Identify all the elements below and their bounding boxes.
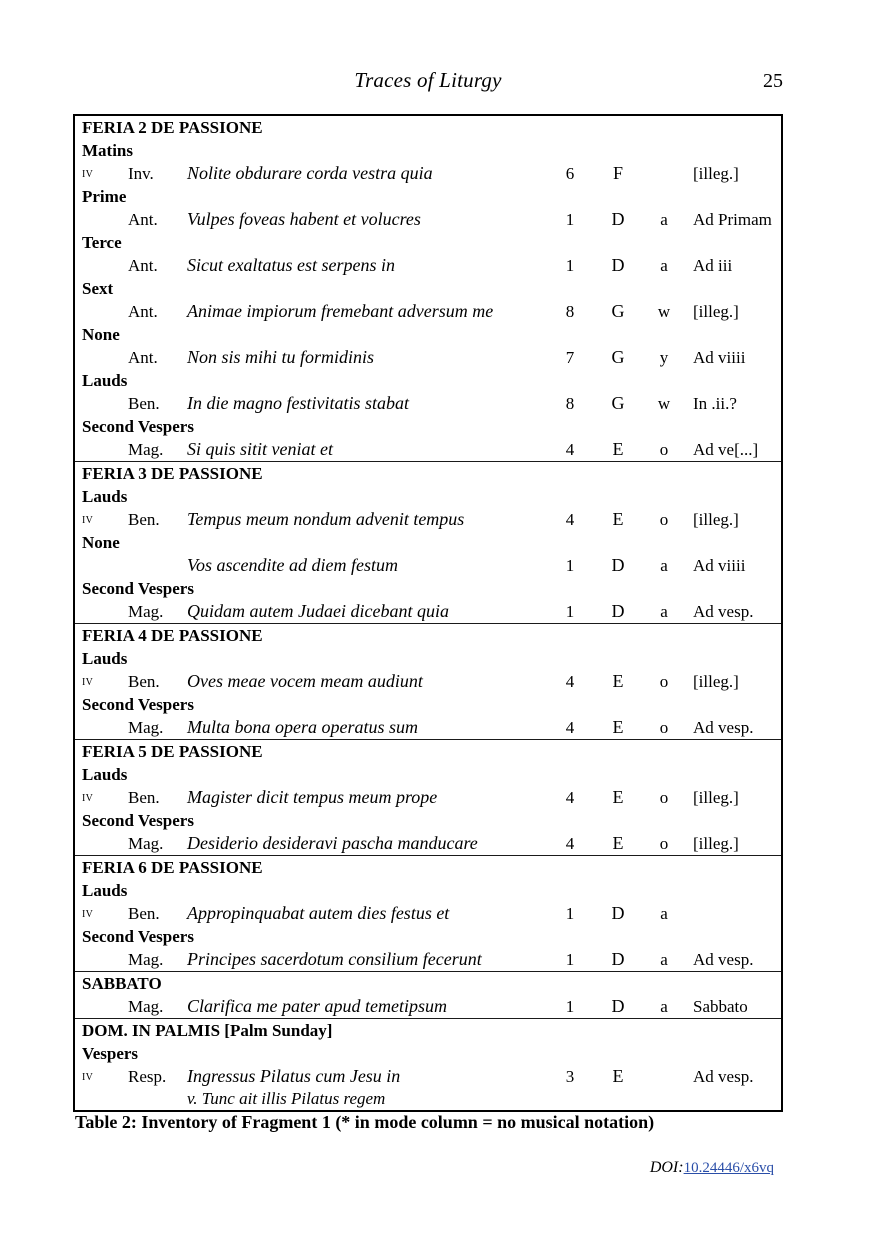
table-row (75, 185, 781, 208)
office-heading: Second Vespers (82, 695, 194, 714)
rank-cell: iv (82, 166, 94, 181)
table-row (75, 716, 781, 739)
running-head-title: Traces of Liturgy (354, 68, 502, 92)
table-row (75, 300, 781, 323)
note-cell: Ad viiii (693, 348, 746, 367)
table-row (75, 392, 781, 415)
table-row (75, 1042, 781, 1065)
mode-cell: 1 (565, 904, 575, 923)
genre-cell: Ant. (128, 256, 158, 275)
office-heading: None (82, 533, 120, 552)
office-heading: Lauds (82, 765, 128, 784)
incipit-cell: Quidam autem Judaei dicebant quia (187, 601, 449, 621)
differentia-cell: a (660, 556, 668, 575)
office-heading: Second Vespers (82, 927, 194, 946)
genre-cell: Ben. (128, 672, 160, 691)
genre-cell: Ant. (128, 348, 158, 367)
office-heading: Second Vespers (82, 579, 194, 598)
incipit-cell: Sicut exaltatus est serpens in (187, 255, 395, 275)
final-cell: E (612, 1066, 624, 1086)
note-cell: [illeg.] (693, 672, 739, 691)
note-cell: [illeg.] (693, 164, 739, 183)
differentia-cell: o (659, 834, 669, 853)
office-heading: Prime (82, 187, 127, 206)
table-row (75, 693, 781, 716)
differentia-cell: a (660, 602, 668, 621)
office-heading: Second Vespers (82, 417, 194, 436)
table-row (75, 462, 781, 485)
genre-cell: Mag. (128, 997, 164, 1016)
genre-cell: Ben. (128, 394, 160, 413)
genre-cell: Ben. (128, 510, 160, 529)
differentia-cell: w (657, 394, 671, 413)
feast-heading: FERIA 2 DE PASSIONE (82, 118, 263, 137)
mode-cell: 4 (565, 718, 575, 737)
table-row (75, 925, 781, 948)
inventory-table (73, 114, 783, 1112)
table-row (75, 600, 781, 623)
incipit-cell: Magister dicit tempus meum prope (187, 787, 438, 807)
final-cell: D (611, 601, 625, 621)
table-row (75, 740, 781, 763)
table-row (75, 1065, 781, 1110)
note-cell: In .ii.? (693, 394, 737, 413)
incipit-cell: Clarifica me pater apud temetipsum (187, 996, 447, 1016)
final-cell: D (611, 255, 625, 275)
incipit-cell: Multa bona opera operatus sum (187, 717, 418, 737)
mode-cell: 1 (565, 210, 575, 229)
table-row (75, 809, 781, 832)
table-row (75, 208, 781, 231)
table-block (75, 461, 781, 623)
differentia-cell: a (660, 210, 668, 229)
table-row (75, 972, 781, 995)
genre-cell: Resp. (128, 1067, 167, 1086)
genre-cell: Inv. (128, 164, 154, 183)
mode-cell: 4 (565, 510, 575, 529)
office-heading: Terce (82, 233, 122, 252)
incipit-cell: Vulpes foveas habent et volucres (187, 209, 421, 229)
genre-cell: Mag. (128, 602, 164, 621)
differentia-cell: a (660, 997, 668, 1016)
table-row (75, 856, 781, 879)
table-caption: Table 2: Inventory of Fragment 1 (* in mode column = no musical notation) (75, 1112, 655, 1132)
genre-cell: Mag. (128, 834, 164, 853)
differentia-cell: w (657, 302, 671, 321)
office-heading: Lauds (82, 881, 128, 900)
doi-line (650, 1159, 774, 1177)
rank-cell: iv (82, 1069, 94, 1084)
office-heading: Vespers (82, 1044, 139, 1063)
rank-cell: iv (82, 512, 94, 527)
table-row (75, 647, 781, 670)
final-cell: F (612, 163, 623, 183)
table-row (75, 162, 781, 185)
note-cell: Ad ve[...] (693, 440, 759, 459)
note-cell: Ad vesp. (693, 602, 754, 621)
table-row (75, 902, 781, 925)
table-row (75, 624, 781, 647)
incipit-cell: In die magno festivitatis stabat (187, 393, 409, 413)
final-cell: E (612, 833, 624, 853)
table-row (75, 346, 781, 369)
verse-cell: v. Tunc ait illis Pilatus regem (187, 1089, 386, 1108)
table-row (75, 369, 781, 392)
feast-heading: SABBATO (82, 974, 162, 993)
differentia-cell: a (660, 904, 668, 923)
mode-cell: 1 (565, 602, 575, 621)
table-row (75, 786, 781, 809)
table-row (75, 531, 781, 554)
table-row (75, 254, 781, 277)
note-cell: [illeg.] (693, 834, 739, 853)
table-block (75, 971, 781, 1018)
mode-cell: 1 (565, 556, 575, 575)
office-heading: Sext (82, 279, 114, 298)
final-cell: E (612, 717, 624, 737)
differentia-cell: a (660, 256, 668, 275)
doi-link[interactable]: 10.24446/x6vq (683, 1160, 774, 1176)
differentia-cell: y (659, 348, 669, 367)
feast-heading: FERIA 4 DE PASSIONE (82, 626, 263, 645)
differentia-cell: o (659, 788, 669, 807)
final-cell: E (612, 439, 624, 459)
final-cell: E (612, 509, 624, 529)
differentia-cell: o (659, 718, 669, 737)
genre-cell: Mag. (128, 440, 164, 459)
table-row (75, 995, 781, 1018)
table-row (75, 763, 781, 786)
table-row (75, 670, 781, 693)
doi-label: DOI: (649, 1159, 684, 1176)
incipit-cell: Si quis sitit veniat et (187, 439, 333, 459)
note-cell: [illeg.] (693, 788, 739, 807)
table-row (75, 879, 781, 902)
final-cell: G (611, 301, 625, 321)
office-heading: Matins (82, 141, 133, 160)
table-block (75, 116, 781, 461)
rank-cell: iv (82, 906, 94, 921)
office-heading: Lauds (82, 371, 128, 390)
incipit-cell: Oves meae vocem meam audiunt (187, 671, 423, 691)
table-block (75, 623, 781, 739)
table-block (75, 739, 781, 855)
mode-cell: 1 (565, 997, 575, 1016)
genre-cell: Ant. (128, 302, 158, 321)
differentia-cell: o (659, 510, 669, 529)
table-block (75, 1018, 781, 1110)
note-cell: Ad vesp. (693, 1067, 754, 1086)
office-heading: Lauds (82, 487, 128, 506)
genre-cell: Ben. (128, 904, 160, 923)
table-row (75, 1019, 781, 1042)
rank-cell: iv (82, 674, 94, 689)
final-cell: D (611, 209, 625, 229)
final-cell: D (611, 949, 625, 969)
incipit-cell: Vos ascendite ad diem festum (187, 555, 398, 575)
table-row (75, 116, 781, 139)
incipit-cell: Principes sacerdotum consilium fecerunt (187, 949, 482, 969)
table-row (75, 485, 781, 508)
differentia-cell: o (659, 672, 669, 691)
table-row (75, 554, 781, 577)
office-heading: Second Vespers (82, 811, 194, 830)
note-cell: [illeg.] (693, 302, 739, 321)
mode-cell: 3 (565, 1067, 575, 1086)
note-cell: [illeg.] (693, 510, 739, 529)
note-cell: Sabbato (693, 997, 748, 1016)
table-row (75, 277, 781, 300)
genre-cell: Ben. (128, 788, 160, 807)
note-cell: Ad iii (693, 256, 733, 275)
final-cell: E (612, 671, 624, 691)
mode-cell: 4 (565, 788, 575, 807)
note-cell: Ad vesp. (693, 718, 754, 737)
differentia-cell: o (659, 440, 669, 459)
table-row (75, 231, 781, 254)
genre-cell: Mag. (128, 718, 164, 737)
genre-cell: Ant. (128, 210, 158, 229)
table-block (75, 855, 781, 971)
final-cell: E (612, 787, 624, 807)
feast-heading: FERIA 5 DE PASSIONE (82, 742, 263, 761)
page-number: 25 (763, 70, 783, 92)
note-cell: Ad Primam (693, 210, 772, 229)
note-cell: Ad viiii (693, 556, 746, 575)
incipit-cell: Nolite obdurare corda vestra quia (187, 163, 433, 183)
final-cell: D (611, 555, 625, 575)
running-head (73, 68, 783, 100)
note-cell: Ad vesp. (693, 950, 754, 969)
final-cell: D (611, 903, 625, 923)
table-row (75, 577, 781, 600)
incipit-cell: Tempus meum nondum advenit tempus (187, 509, 465, 529)
office-heading: None (82, 325, 120, 344)
feast-heading: FERIA 6 DE PASSIONE (82, 858, 263, 877)
office-heading: Lauds (82, 649, 128, 668)
rank-cell: iv (82, 790, 94, 805)
mode-cell: 6 (565, 164, 575, 183)
table-row (75, 415, 781, 438)
mode-cell: 1 (565, 950, 575, 969)
table-row (75, 139, 781, 162)
incipit-cell: Desiderio desideravi pascha manducare (187, 833, 478, 853)
mode-cell: 4 (565, 440, 575, 459)
mode-cell: 8 (565, 302, 575, 321)
final-cell: G (611, 347, 625, 367)
incipit-cell: Non sis mihi tu formidinis (187, 347, 375, 367)
mode-cell: 1 (565, 256, 575, 275)
mode-cell: 8 (565, 394, 575, 413)
genre-cell: Mag. (128, 950, 164, 969)
final-cell: G (611, 393, 625, 413)
feast-heading: FERIA 3 DE PASSIONE (82, 464, 263, 483)
incipit-cell: Animae impiorum fremebant adversum me (187, 301, 494, 321)
table-row (75, 508, 781, 531)
incipit-cell: Appropinquabat autem dies festus et (187, 903, 450, 923)
mode-cell: 4 (565, 672, 575, 691)
table-row (75, 832, 781, 855)
final-cell: D (611, 996, 625, 1016)
mode-cell: 7 (565, 348, 575, 367)
differentia-cell: a (660, 950, 668, 969)
table-row (75, 323, 781, 346)
incipit-cell: Ingressus Pilatus cum Jesu in (187, 1066, 401, 1086)
mode-cell: 4 (565, 834, 575, 853)
feast-heading: DOM. IN PALMIS [Palm Sunday] (82, 1021, 333, 1040)
table-row (75, 948, 781, 971)
table-row (75, 438, 781, 461)
